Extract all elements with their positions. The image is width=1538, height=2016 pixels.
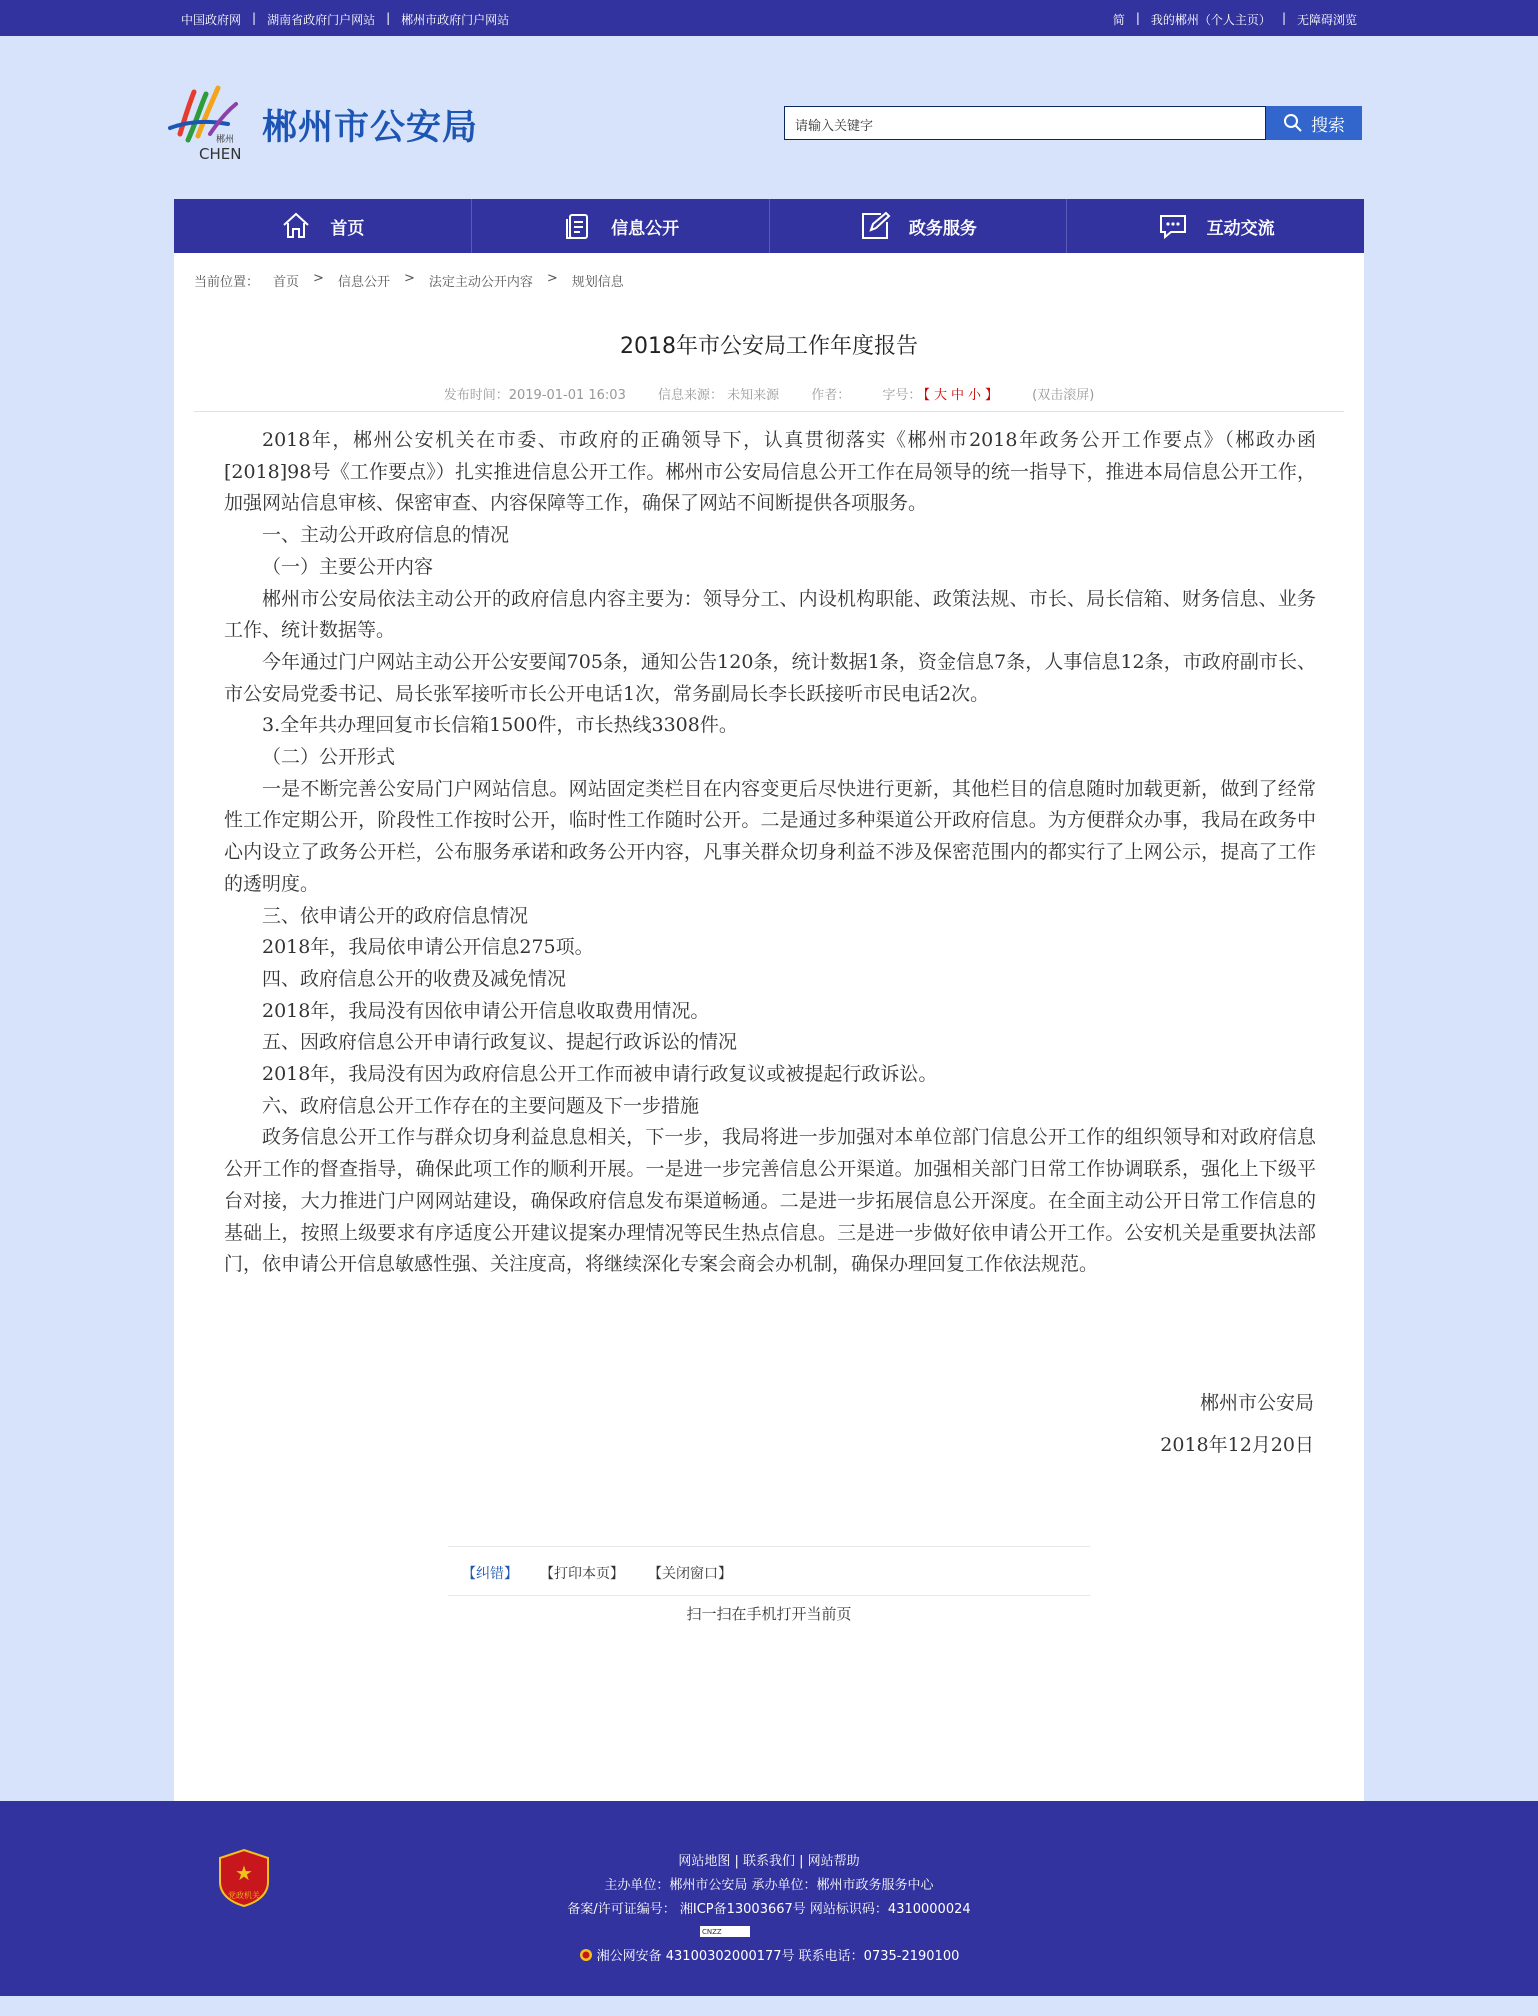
signature: 郴州市公安局 [1199,1392,1314,1414]
print-link[interactable]: 【打印本页】 [540,1566,624,1582]
link-hunan-gov[interactable]: 湖南省政府门户网站 [267,13,376,27]
breadcrumb-sep: > [403,271,415,286]
font-size-open: 【 [923,388,930,403]
document-icon [561,210,593,242]
font-size-label: 字号： [882,388,922,403]
top-links-right [1113,11,1357,28]
footer [0,1801,1538,1996]
cnzz-stat-icon[interactable]: CNZZ [700,1926,750,1937]
paragraph: 3.全年共办理回复市长信箱1500件，市长热线3308件。 [262,714,738,737]
paragraph: 六、政府信息公开工作存在的主要问题及下一步措施 [262,1094,700,1117]
footer-links[interactable]: 网站地图 | 联系我们 | 网站帮助 [678,1854,860,1869]
footer-police-text: 湘公网安备 43100302000177号 联系电话：0735-2190100 [596,1949,960,1964]
paragraph: （二）公开形式 [262,746,396,769]
breadcrumb-item[interactable]: 信息公开 [337,275,390,290]
paragraph: 一、主动公开政府信息的情况 [262,524,510,547]
nav-info-public-label: 信息公开 [611,218,680,239]
breadcrumb-sep: > [546,271,558,286]
nav-home-label: 首页 [330,218,365,239]
breadcrumb-item[interactable]: 法定主动公开内容 [428,275,533,290]
link-simplified[interactable]: 简 [1112,13,1125,27]
nav-gov-service[interactable] [770,199,1068,253]
article-meta [174,384,1364,403]
link-gov-cn[interactable]: 中国政府网 [181,13,242,27]
footer-police-record [0,1945,1538,1964]
nav-home[interactable] [174,199,472,253]
link-chenzhou-gov[interactable]: 郴州市政府门户网站 [401,13,510,27]
site-name: 郴州市公安局 [262,108,479,148]
article-body [224,425,1316,1281]
svg-text:郴州: 郴州 [216,135,235,145]
breadcrumb-prefix: 当前位置： [194,275,260,290]
paragraph: 2018年，我局没有因依申请公开信息收取费用情况。 [262,999,710,1022]
breadcrumb [194,271,638,290]
footer-host: 主办单位：郴州市公安局 承办单位：郴州市政务服务中心 [604,1878,934,1893]
svg-text:★: ★ [235,1861,253,1885]
nav-gov-service-label: 政务服务 [908,218,977,239]
svg-text:党政机关: 党政机关 [228,1891,260,1900]
paragraph: 五、因政府信息公开申请行政复议、提起行政诉讼的情况 [262,1031,738,1054]
top-bar [0,0,1538,36]
article-title: 2018年市公安局工作年度报告 [620,334,918,359]
nav-interaction-label: 互动交流 [1206,218,1275,239]
article-tools [448,1546,1090,1596]
bottom-strip [0,1996,1538,2016]
paragraph: 今年通过门户网站主动公开公安要闻705条，通知公告120条，统计数据1条，资金信息7条，人事信息12条，市政府副市长、市公安局党委书记、局长张军接听市长公开电话1次，常务副局长李长跃接听市民电话2次。 [224,650,1316,705]
paragraph: 三、依申请公开的政府信息情况 [262,904,529,927]
paragraph: 政务信息公开工作与群众切身利益息息相关，下一步，我局将进一步加强对本单位部门信息公开工作的组织领导和对政府信息公开工作的督查指导，确保此项工作的顺利开展。一是进一步完善信息公开渠道。加强相关部门日常工作协调联系，强化上下级平台对接，大力推进门户网网站建设，确保政府信息发布渠道畅通。二是进一步拓展信息公开深度。在全面主动公开日常工作信息的基础上，按照上级要求有序适度公开建议提案办理情况等民生热点信息。三是进一步做好依申请公开工作。公安机关是重要执法部门，依申请公开信息敏感性强、关注度高，将继续深化专案会商会办机制，确保办理回复工作依法规范。 [224,1126,1316,1276]
breadcrumb-item[interactable]: 规划信息 [571,275,624,290]
info-source: 信息来源： 未知来源 [657,388,780,403]
search-input[interactable]: 请输入关键字 [784,106,1266,140]
divider [194,411,1344,412]
breadcrumb-sep: > [313,271,324,286]
close-window-link[interactable]: 【关闭窗口】 [648,1566,732,1582]
signature-date: 2018年12月20日 [1160,1434,1314,1456]
separator: | [386,11,391,25]
paragraph: 郴州市公安局依法主动公开的政府信息内容主要为：领导分工、内设机构职能、政策法规、市长、局长信箱、财务信息、业务工作、统计数据等。 [224,587,1316,642]
double-click-scroll: (双击滚屏) [1032,388,1095,403]
chenzhou-logo-icon [166,84,248,164]
separator: | [252,11,257,25]
svg-text:CHEN: CHEN [199,145,242,163]
publish-time: 发布时间：2019-01-01 16:03 [443,388,626,403]
police-emblem-icon [579,1948,593,1962]
site-logo[interactable] [166,84,248,164]
separator: | [1135,11,1140,25]
search-bar [784,106,1362,140]
font-size-close: 】 [985,388,999,403]
content-panel [174,253,1364,1801]
breadcrumb-item[interactable]: 首页 [273,275,300,290]
nav-interaction[interactable] [1067,199,1364,253]
paragraph: 2018年，我局没有因为政府信息公开工作而被申请行政复议或被提起行政诉讼。 [262,1063,938,1086]
author: 作者： [811,388,851,403]
paragraph: 2018年，我局依申请公开信息275项。 [262,936,594,959]
footer-record: 备案/许可证编号： 湘ICP备13003667号 网站标识码：4310000024 [567,1902,971,1917]
search-button[interactable] [1266,106,1362,140]
font-size-control [882,388,1000,403]
search-button-label: 搜索 [1311,115,1345,136]
link-accessibility[interactable]: 无障碍浏览 [1296,13,1357,27]
home-icon [280,210,312,242]
font-size-small-button[interactable]: 小 [967,388,981,403]
link-my-chenzhou[interactable]: 我的郴州（个人主页） [1150,13,1271,27]
paragraph: 2018年，郴州公安机关在市委、市政府的正确领导下，认真贯彻落实《郴州市2018年政务公开工作要点》（郴政办函[2018]98号《工作要点》）扎实推进信息公开工作。郴州市公安局信息公开工作在局领导的统一指导下，推进本局信息公开工作，加强网站信息审核、保密审查、内容保障等工作，确保了网站不间断提供各项服务。 [224,429,1316,515]
font-size-big-button[interactable]: 大 [933,388,947,403]
correct-error-link[interactable]: 【纠错】 [462,1566,518,1582]
separator: | [1281,11,1286,25]
nav-info-public[interactable] [472,199,770,253]
chat-icon [1157,210,1189,242]
main-nav [174,199,1364,253]
font-size-mid-button[interactable]: 中 [950,388,964,403]
top-links-left [181,11,509,28]
edit-icon [859,210,891,242]
paragraph: （一）主要公开内容 [262,555,434,578]
scan-hint: 扫一扫在手机打开当前页 [686,1605,852,1623]
paragraph: 四、政府信息公开的收费及减免情况 [262,967,567,990]
search-icon [1283,113,1303,133]
paragraph: 一是不断完善公安局门户网站信息。网站固定类栏目在内容变更后尽快进行更新，其他栏目的信息随时加载更新，做到了经常性工作定期公开，阶段性工作按时公开，临时性工作随时公开。二是通过多种渠道公开政府信息。为方便群众办事，我局在政务中心内设立了政务公开栏，公布服务承诺和政务公开内容，凡事关群众切身利益不涉及保密范围内的都实行了上网公示，提高了工作的透明度。 [224,777,1316,895]
